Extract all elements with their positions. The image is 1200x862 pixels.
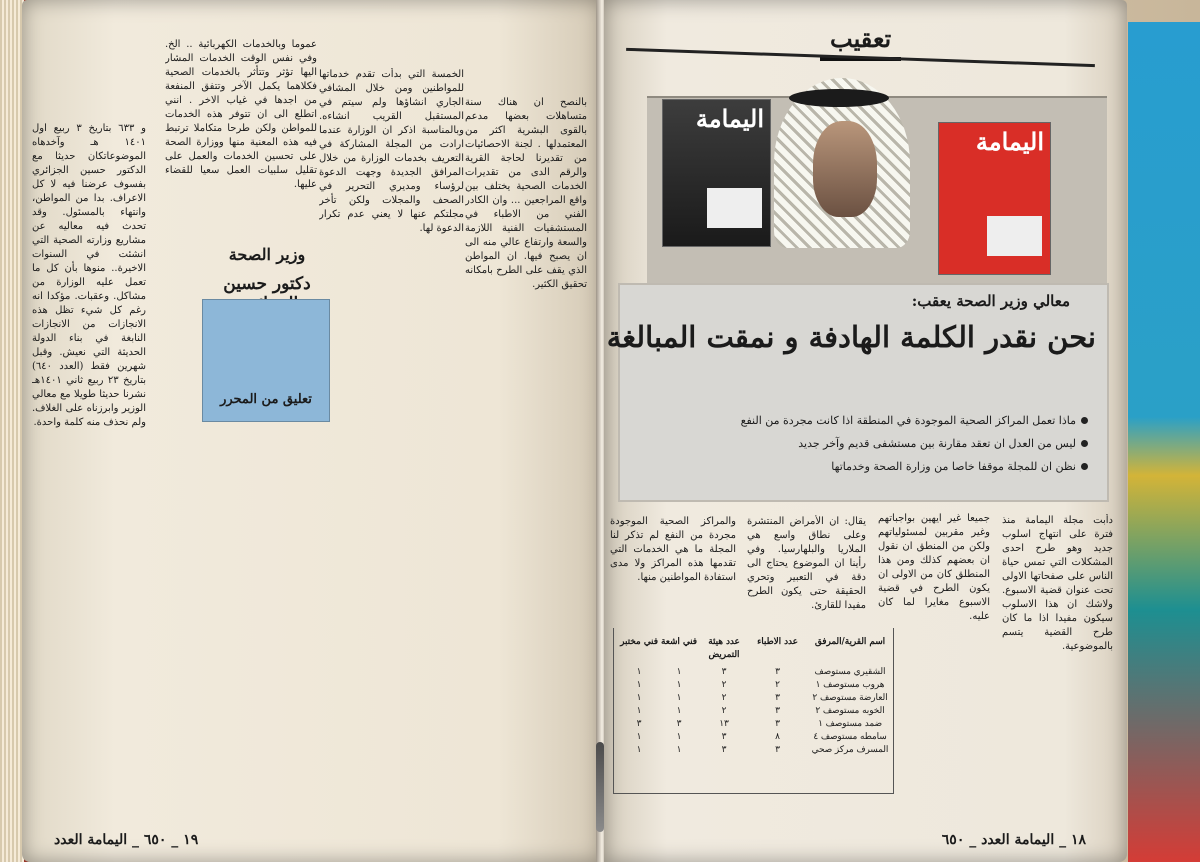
table-cell: ٣ xyxy=(636,719,642,729)
left-column-2-text: عموما وبالخدمات الكهربائية .. الخ. وفي نفس الوقت الخدمات المشار اليها تؤثر وتتأثر بالخدمات الصحية فكلاهما يكمل الآخر وتتفق المنفعة من اجدها في غياب الاخر . انني اتطلع الى ان تتوفر هذه الخدمات للمواطن ولكن طرحا متكاملا ترتبط فيه هذه المعنية منها ووزارة الصحة على تحسين الخدمات والعمل على تقليل سلبيات العمل سعيا للقضاء عليها. xyxy=(165,39,317,190)
right-column-2 xyxy=(878,512,990,798)
right-magazine-title: اليمامة xyxy=(975,127,1044,156)
table-cell: ١ xyxy=(676,706,682,716)
table-header-cell: عدد هيئة التمريض xyxy=(708,637,740,660)
table-row xyxy=(614,666,893,679)
table-cell: ١ xyxy=(636,693,642,703)
summary-item xyxy=(670,409,1088,432)
right-column-3-text: يقال: ان الأمراض المنتشرة وعلى نطاق واسع هي الملاريا والبلهارسيا. وفي رأينا ان الموضوع يحتاج الى دقة في التعبير وتحري الحقيقة حتى يكون الطرح مفيدا للقارئ. xyxy=(747,516,866,611)
table-cell: ٣ xyxy=(676,719,682,729)
table-cell: ٣ xyxy=(721,745,727,755)
table-cell: ١٣ xyxy=(719,719,729,729)
table-header-cell: عدد الاطباء xyxy=(757,637,798,647)
table-cell: ٣ xyxy=(721,732,727,742)
table-cell: الخوبه مستوصف ٢ xyxy=(815,706,885,716)
magazine-cover-edge xyxy=(1128,22,1200,862)
right-column-3 xyxy=(747,515,866,625)
minister-face xyxy=(813,121,877,217)
table-cell: ٣ xyxy=(775,693,780,703)
left-column-4 xyxy=(465,96,587,801)
table-cell: ١ xyxy=(636,745,642,755)
left-column-3 xyxy=(319,68,464,803)
table-header-cell: فني اشعة xyxy=(660,637,698,647)
left-magazine-title: اليمامة xyxy=(695,104,764,133)
right-column-2-text: جميعا غير ايهين بواجباتهم وغير مقربين لمسئولياتهم ولكن من المنطق ان نقول ان بعضهم كذلك ومن هذا المنطلق كان من الاولى ان يكون الطرح في قضية الاسبوع مغايرا لما كان عليه. xyxy=(878,513,990,622)
right-column-4-text: والمراكز الصحية الموجودة مجردة من النفع لم تذكر لنا المجلة ما هي الخدمات التي تقدمها هذه المراكز ولا مدى استفادة المواطنين منها. xyxy=(610,516,736,583)
summary-text-3: نظن ان للمجلة موقفا خاصا من وزارة الصحة وخدماتها xyxy=(831,460,1076,473)
left-page xyxy=(22,0,602,862)
summary-text-2: ليس من العدل ان تعقد مقارنة بين مستشفى قديم وآخر جديد xyxy=(798,437,1076,450)
left-magazine-photo xyxy=(707,188,762,228)
table-cell: ١ xyxy=(676,732,682,742)
health-center-table xyxy=(613,628,894,794)
table-cell: العارضة مستوصف ٢ xyxy=(812,693,888,703)
table-header-cell: اسم القرية/المرفق xyxy=(814,637,886,647)
left-column-3-text: الخمسة التي بدأت تقدم خدماتها للمواطنين ومن خلال المشافي الجاري انشاؤها ولم سيتم في المستقبل القريب انشاءه. وبالمناسبة اذكر ان الوزارة عندما ارادت من المجلة المشاركة في التعريف بخدمات الوزارة من خلال المرافق الجديدة وجهت الدعوة لرؤساء ومديري التحرير في الصحف والمجلات ولكن تأخر مجلتكم عنها لا يعني عدم تكرار الدعوة لها. xyxy=(319,69,464,234)
table-cell: ١ xyxy=(636,667,642,677)
table-header-cell: فني مختبر xyxy=(620,637,658,647)
bullet-icon xyxy=(1081,440,1088,447)
table-cell: ٣ xyxy=(775,719,780,729)
table-cell: ١ xyxy=(636,706,642,716)
minister-title: وزير الصحة xyxy=(228,245,306,264)
left-column-4-text: بالنصح ان هناك سنة متساهلات بعضها مدعم بالقوى البشرية اكثر من المعتمدلها . لجنة الاحصائيات من تقديرنا لحاجة القرية والرقم الدى من تقديرات الخدمات الصحية يختلف بين واقع المراجعين ... وان الكادر الفني من الاطباء في المستشفيات الفنية اللازمة والسعة وارتفاع عالي منه الى ان يصبح فيها. ان المواطن الذي يقف على الطرح بامكانه تحقيق الكثير. xyxy=(465,97,587,290)
table-cell: ٨ xyxy=(775,732,780,742)
summary-text-1: ماذا تعمل المراكز الصحية الموجودة في المنطقة اذا كانت مجردة من النفع xyxy=(740,414,1076,427)
left-column-1-text: و ٦٣٣ بتاريخ ٣ ربيع اول ١٤٠١ هـ وآخدهاه الموضوعاتكان حديثا مع الدكتور حسين الجزائري بفسوف عرضنا فيه لا كل الاعراف. بدا من المواطن، وانتهاء بالمسئول. وقد تحدث فيه معاليه عن مشاريع وزارته الصحية التي انشئت في السنوات الاخيرة.. منوها بأن كل ما تعمل عليه الوزارة من مشاكل. وعقبات. مؤكدا انه رغم كل شيء تظل هذه الانجازات من الانجازات النابغة في بناء الدولة الحديثة التي نعيش. وقبل شهرين فقط (العدد ٦٤٠) بتاريخ ٢٣ ربيع ثاني ١٤٠١هـ نشرنا حديثا طويلا مع معالي الوزير وابرزناه على الغلاف. ولم نحذف منه كلمة واحدة. xyxy=(32,123,146,428)
left-magazine-cover xyxy=(662,99,771,247)
article-kicker: معالي وزير الصحة يعقب: xyxy=(911,292,1070,310)
bullet-icon xyxy=(1081,463,1088,470)
table-cell: ٣ xyxy=(775,706,780,716)
minister-iqal xyxy=(789,89,889,107)
right-magazine-photo xyxy=(987,216,1042,256)
article-summary xyxy=(670,409,1088,478)
left-column-2 xyxy=(165,38,317,236)
table-cell: ٢ xyxy=(721,706,727,716)
table-cell: ١ xyxy=(676,693,682,703)
left-column-1 xyxy=(32,122,146,798)
table-cell: ٣ xyxy=(775,745,780,755)
table-cell: ١ xyxy=(676,680,682,690)
table-row xyxy=(614,692,893,705)
table-row xyxy=(614,744,893,757)
bullet-icon xyxy=(1081,417,1088,424)
table-cell: المسرف مركز صحي xyxy=(811,745,889,755)
table-row xyxy=(614,679,893,692)
right-magazine-cover xyxy=(938,122,1051,275)
right-column-1-text: دأبت مجلة اليمامة منذ فترة على انتهاج اسلوب جديد وهو طرح احدى المشكلات التي تمس حياة الناس على صفحاتها الاولى تحت عنوان قضية الاسبوع. ولاشك ان هذا الاسلوب سيكون مفيدا اذا ما كان طرح القضية يتسم بالموضوعية. xyxy=(1002,515,1113,652)
table-cell: ٢ xyxy=(775,680,780,690)
table-cell: هروب مستوصف ١ xyxy=(815,680,885,690)
table-header xyxy=(614,628,893,666)
gutter-shadow xyxy=(596,742,604,832)
table-cell: ضمد مستوصف ١ xyxy=(818,719,882,729)
table-cell: الشقيري مستوصف xyxy=(814,667,886,677)
table-cell: ٢ xyxy=(721,680,727,690)
table-cell: سامطه مستوصف ٤ xyxy=(813,732,887,742)
right-page xyxy=(604,0,1127,862)
summary-item xyxy=(670,432,1088,455)
table-cell: ٣ xyxy=(775,667,780,677)
right-column-4 xyxy=(610,515,736,625)
right-page-footer: ١٨ _ اليمامة العدد _ ٦٥٠ xyxy=(941,832,1086,848)
minister-name: دكتور حسين xyxy=(223,274,311,294)
summary-item xyxy=(670,455,1088,478)
right-column-1 xyxy=(1002,514,1113,804)
table-cell: ٣ xyxy=(721,667,727,677)
table-cell: ١ xyxy=(676,745,682,755)
table-row xyxy=(614,731,893,744)
stacked-page-edges xyxy=(0,0,24,862)
left-page-footer: ١٩ _ ٦٥٠ _ اليمامة العدد xyxy=(54,832,199,848)
table-cell: ١ xyxy=(636,680,642,690)
table-cell: ١ xyxy=(676,667,682,677)
table-cell: ٢ xyxy=(721,693,727,703)
table-row xyxy=(614,705,893,718)
editor-comment-box: تعليق من المحرر xyxy=(202,299,330,422)
table-cell: ١ xyxy=(636,732,642,742)
section-tag: تعقيب xyxy=(820,24,901,61)
table-row xyxy=(614,718,893,731)
article-headline: نحن نقدر الكلمة الهادفة و نمقت المبالغة xyxy=(606,320,1096,354)
